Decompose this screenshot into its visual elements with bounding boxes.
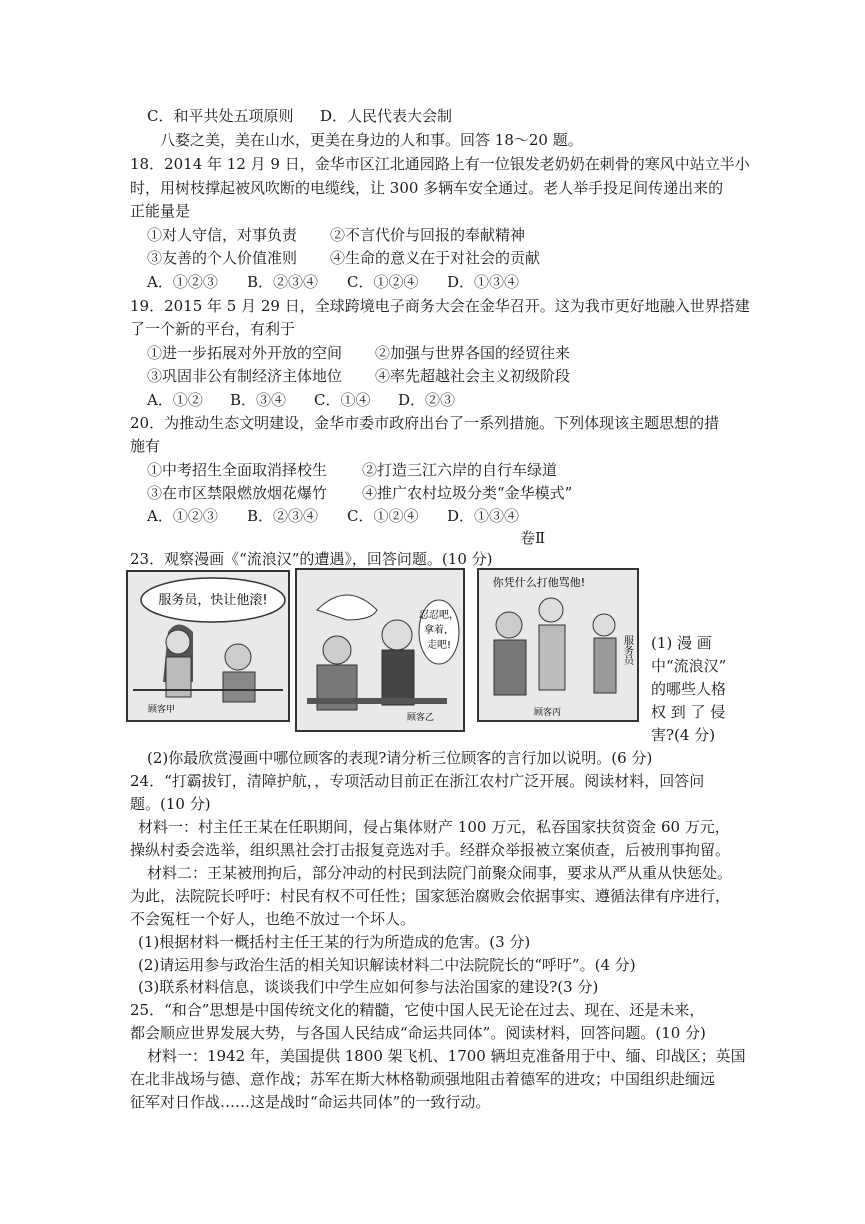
q20-choice-b: B．②③④ [247,507,319,525]
q24-material1-line-1: 材料一：村主任王某在任职期间，侵占集体财产 100 万元，私吞国家扶贫资金 60 万元， [138,818,730,836]
comic-panel-3 [477,568,639,722]
q25-stem-line-2: 都会顺应世界发展大势，与各国人民结成“命运共同体”。阅读材料，回答问题。(10 分) [130,1024,706,1042]
q17-option-c: C．和平共处五项原则 [147,107,294,125]
q24-material2-line-2: 为此，法院院长呼吁：村民有权不可任性；国家惩治腐败会依据事实、遵循法律有序进行， [130,887,731,905]
q19-statement-1: ①进一步拓展对外开放的空间 [147,344,343,362]
q23-sub1-line-5: 害?(4 分) [651,726,716,744]
q18-choice-b: B．②③④ [247,273,319,291]
q18-statement-2: ②不言代价与回报的奉献精神 [330,226,526,244]
p1-bubble-text: 服务员，快让他滚! [158,593,268,608]
p3-bubble-text: 你凭什么打他骂他! [492,576,586,589]
q24-material1-line-2: 操纵村委会选举，组织黑社会打击报复竞选对手。经群众举报被立案侦查，后被刑事拘留。 [130,841,731,859]
q18-statement-3: ③友善的个人价值准则 [147,249,298,267]
q20-statement-1: ①中考招生全面取消择校生 [147,461,328,479]
q20-choice-a: A．①②③ [147,507,218,525]
comic-panel-1 [126,570,290,722]
q23-sub1-line-1: (1) 漫 画 [651,634,712,652]
p1-label: 顾客甲 [148,705,176,715]
q24-material2-line-3: 不会冤枉一个好人，也绝不放过一个坏人。 [130,910,416,928]
q18-statement-1: ①对人守信，对事负责 [147,226,298,244]
q23-sub1-line-4: 权 到 了 侵 [651,703,726,721]
q19-choice-c: C．①④ [314,391,371,409]
q18-statement-4: ④生命的意义在于对社会的贡献 [330,249,541,267]
q19-stem-line-1: 19．2015 年 5 月 29 日，全球跨境电子商务大会在金华召开。这为我市更好地融入世界搭建 [130,297,750,315]
q24-material2-line-1: 材料二：王某被刑拘后，部分冲动的村民到法院门前聚众闹事，要求从严从重从快惩处。 [147,864,733,882]
q23-sub1-line-3: 的哪些人格 [651,680,727,698]
q18-stem-line-3: 正能量是 [130,202,191,220]
q24-sub2: (2)请运用参与政治生活的相关知识解读材料二中法院院长的“呼吁”。(4 分) [138,956,636,974]
q18-choice-d: D．①③④ [447,273,520,291]
q20-statement-4: ④推广农村垃圾分类“金华模式” [362,484,573,502]
q24-stem-line-2: 题。(10 分) [130,795,211,813]
q19-choice-a: A．①② [147,391,203,409]
section-title: 卷Ⅱ [520,529,546,547]
q20-statement-3: ③在市区禁限燃放烟花爆竹 [147,484,328,502]
q23-sub1-line-2: 中“流浪汉” [651,657,727,675]
q24-stem-line-1: 24．“打霸拔钉，清障护航，，专项活动目前正在浙江农村广泛开展。阅读材料，回答问 [130,772,705,790]
q18-stem-line-1: 18．2014 年 12 月 9 日，金华市区江北通园路上有一位银发老奶奶在刺骨的寒风中站立半小 [130,155,750,173]
q17-option-d: D．人民代表大会制 [320,107,453,125]
q19-choice-d: D．②③ [398,391,456,409]
q18-choice-c: C．①②④ [347,273,419,291]
p2-bubble-line-2: 拿着， [424,625,454,636]
p3-label: 顾客丙 [534,708,562,718]
q25-material1-line-3: 征军对日作战……这是战时“命运共同体”的一致行动。 [130,1093,491,1111]
q19-stem-line-2: 了一个新的平台，有利于 [130,320,296,338]
q23-sub2: (2)你最欣赏漫画中哪位顾客的表现?请分析三位顾客的言行加以说明。(6 分) [147,749,653,767]
q25-stem-line-1: 25．“和合”思想是中国传统文化的精髓，它使中国人民无论在过去、现在、还是未来， [130,1001,705,1019]
comic-panel-2 [295,568,465,732]
q20-stem-line-2: 施有 [130,437,161,455]
p2-bubble-line-3: 走吧! [426,640,452,651]
q25-material1-line-1: 材料一：1942 年，美国提供 1800 架飞机、1700 辆坦克准备用于中、缅、印战区；英国 [147,1047,746,1065]
q18-choice-a: A．①②③ [147,273,218,291]
q23-stem: 23．观察漫画《“流浪汉”的遭遇》，回答问题。(10 分) [130,550,493,568]
p3-sign: 服务员 [621,635,633,665]
q19-statement-4: ④率先超越社会主义初级阶段 [375,367,571,385]
q20-statement-2: ②打造三江六岸的自行车绿道 [362,461,558,479]
q20-choice-d: D．①③④ [447,507,520,525]
q24-sub1: (1)根据材料一概括村主任王某的行为所造成的危害。(3 分) [138,933,531,951]
p2-label: 顾客乙 [407,713,435,723]
q19-choice-b: B．③④ [230,391,287,409]
q19-statement-2: ②加强与世界各国的经贸往来 [375,344,571,362]
q20-stem-line-1: 20．为推动生态文明建设，金华市委市政府出台了一系列措施。下列体现该主题思想的措 [130,414,720,432]
group-intro: 八婺之美，美在山水，更美在身边的人和事。回答 18～20 题。 [160,131,583,149]
q25-material1-line-2: 在北非战场与德、意作战；苏军在斯大林格勒顽强地阻击着德军的进攻；中国组织赴缅远 [130,1070,716,1088]
q24-sub3: (3)联系材料信息，谈谈我们中学生应如何参与法治国家的建设?(3 分) [138,978,599,996]
p2-bubble-line-1: 忍忍吧， [419,610,459,621]
q20-choice-c: C．①②④ [347,507,419,525]
q19-statement-3: ③巩固非公有制经济主体地位 [147,367,343,385]
q18-stem-line-2: 时，用树枝撑起被风吹断的电缆线，让 300 多辆车安全通过。老人举手投足间传递出来的 [130,179,724,197]
